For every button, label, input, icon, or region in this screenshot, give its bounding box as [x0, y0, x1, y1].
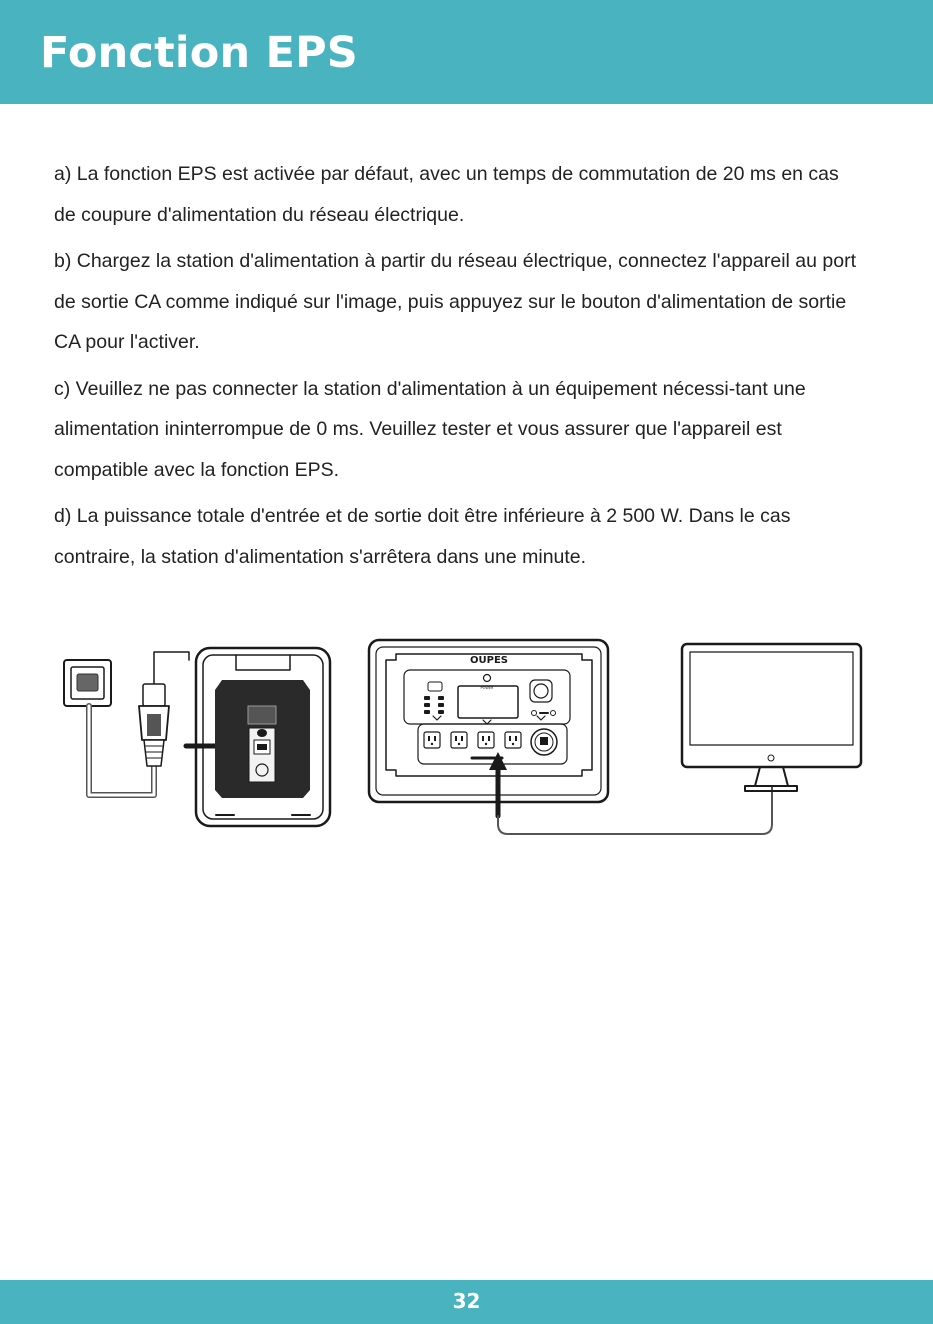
monitor-cable-icon [498, 786, 772, 834]
monitor-icon [682, 644, 861, 791]
power-station-front-icon [369, 640, 608, 802]
ac-output-arrow-icon [489, 752, 507, 816]
ac-plug-icon [139, 684, 169, 766]
wall-socket-icon [64, 660, 111, 706]
page-number: 32 [452, 1289, 481, 1313]
eps-connection-illustration [0, 620, 933, 850]
instruction-a: a) La fonction EPS est activée par défaut, avec un temps de commutation de 20 ms en cas de coupure d'alimentation du réseau électrique. [54, 163, 839, 226]
instructions [54, 154, 859, 583]
page-header [0, 0, 933, 104]
instruction-b: b) Chargez la station d'alimentation à partir du réseau électrique, connectez l'appareil au port de sortie CA comme indiqué sur l'image, puis appuyez sur le bouton d'alimentation de sortie CA pour l'activer. [54, 250, 856, 353]
brand-logo: OUPES [470, 655, 508, 666]
instruction-c: c) Veuillez ne pas connecter la station d'alimentation à un équipement nécessi-tant une alimentation ininterrompue de 0 ms. Veuillez tester et vous assurer que l'appareil est compatible avec la fonction EPS. [54, 377, 806, 481]
station-back-view-icon [196, 648, 330, 826]
page-footer [0, 1280, 933, 1324]
page-title: Fonction EPS [40, 28, 358, 78]
instruction-d: d) La puissance totale d'entrée et de sortie doit être inférieure à 2 500 W. Dans le cas contraire, la station d'alimentation s'arrêtera dans une minute. [54, 505, 791, 568]
power-label: POWER [480, 686, 494, 690]
